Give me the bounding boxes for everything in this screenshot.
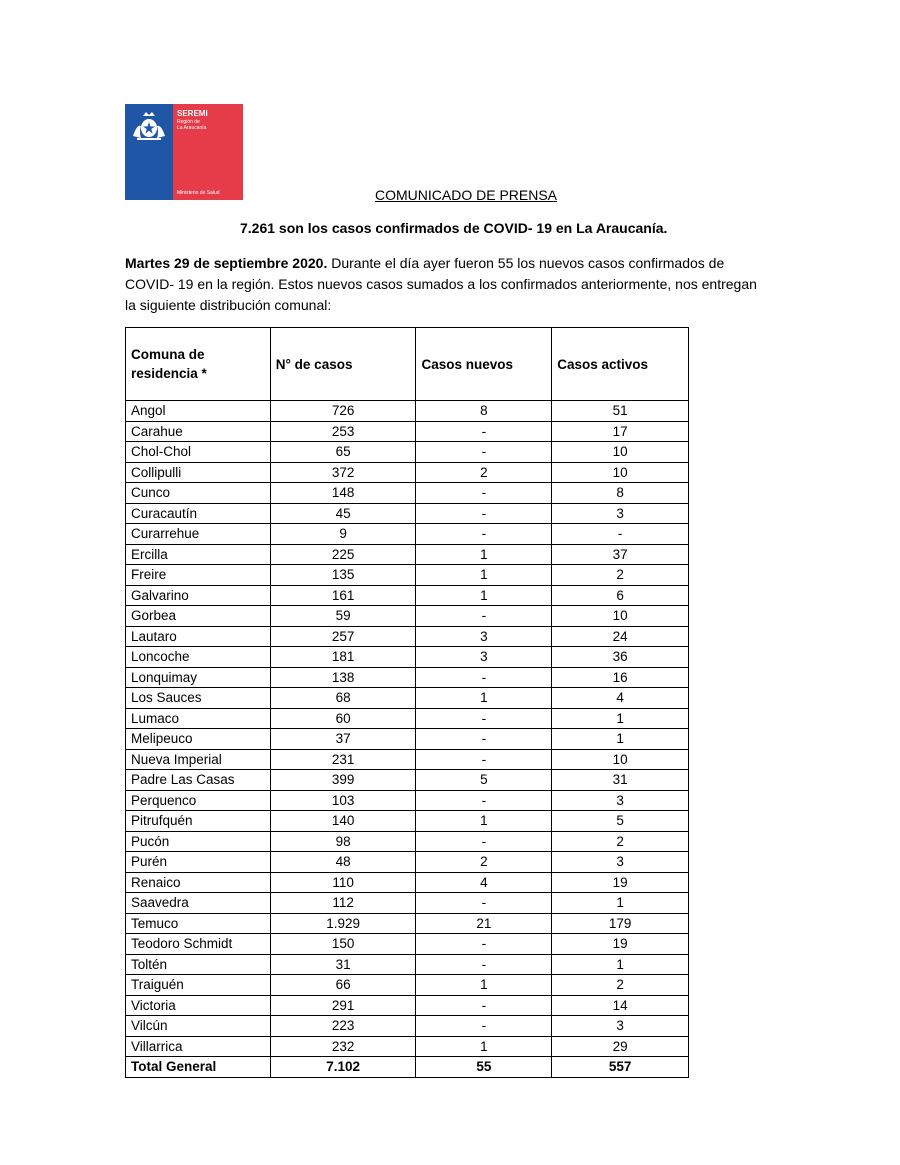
num-cases-cell: 372 bbox=[270, 462, 416, 483]
active-cases-cell: 1 bbox=[552, 893, 689, 914]
table-row bbox=[126, 647, 689, 668]
table-row bbox=[126, 462, 689, 483]
new-cases-cell: - bbox=[416, 503, 552, 524]
comuna-cell: Villarrica bbox=[126, 1036, 271, 1057]
new-cases-cell: - bbox=[416, 934, 552, 955]
new-cases-cell: - bbox=[416, 893, 552, 914]
comuna-cell: Loncoche bbox=[126, 647, 271, 668]
comuna-cell: Temuco bbox=[126, 913, 271, 934]
num-cases-cell: 140 bbox=[270, 811, 416, 832]
new-cases-cell: - bbox=[416, 524, 552, 545]
active-cases-cell: 37 bbox=[552, 544, 689, 565]
num-cases-cell: 45 bbox=[270, 503, 416, 524]
comuna-cell: Freire bbox=[126, 565, 271, 586]
active-cases-cell: 17 bbox=[552, 421, 689, 442]
new-cases-cell: 1 bbox=[416, 811, 552, 832]
new-cases-cell: - bbox=[416, 729, 552, 750]
active-cases-cell: 557 bbox=[552, 1057, 689, 1078]
comuna-cell: Traiguén bbox=[126, 975, 271, 996]
num-cases-cell: 112 bbox=[270, 893, 416, 914]
total-row bbox=[126, 1057, 689, 1078]
num-cases-cell: 135 bbox=[270, 565, 416, 586]
active-cases-cell: 6 bbox=[552, 585, 689, 606]
press-release-subtitle: 7.261 son los casos confirmados de COVID- 19 en La Araucanía. bbox=[240, 220, 668, 236]
new-cases-cell: 5 bbox=[416, 770, 552, 791]
logo-ministry-text: Ministerio de Salud bbox=[177, 190, 220, 196]
table-row bbox=[126, 1016, 689, 1037]
table-row bbox=[126, 708, 689, 729]
cases-table bbox=[125, 327, 689, 1078]
active-cases-cell: 8 bbox=[552, 483, 689, 504]
active-cases-cell: 31 bbox=[552, 770, 689, 791]
header-comuna: Comuna de residencia * bbox=[126, 328, 271, 401]
comuna-cell: Angol bbox=[126, 401, 271, 422]
comuna-cell: Pitrufquén bbox=[126, 811, 271, 832]
table-row bbox=[126, 811, 689, 832]
new-cases-cell: - bbox=[416, 421, 552, 442]
active-cases-cell: 19 bbox=[552, 934, 689, 955]
num-cases-cell: 60 bbox=[270, 708, 416, 729]
new-cases-cell: 3 bbox=[416, 647, 552, 668]
logo-region-text: Región de La Araucanía bbox=[177, 119, 207, 131]
active-cases-cell: 3 bbox=[552, 790, 689, 811]
active-cases-cell: 1 bbox=[552, 954, 689, 975]
num-cases-cell: 98 bbox=[270, 831, 416, 852]
table-row bbox=[126, 585, 689, 606]
new-cases-cell: 1 bbox=[416, 544, 552, 565]
active-cases-cell: - bbox=[552, 524, 689, 545]
table-row bbox=[126, 421, 689, 442]
comuna-cell: Vilcún bbox=[126, 1016, 271, 1037]
table-row bbox=[126, 1036, 689, 1057]
new-cases-cell: - bbox=[416, 749, 552, 770]
active-cases-cell: 29 bbox=[552, 1036, 689, 1057]
table-row bbox=[126, 831, 689, 852]
comuna-cell: Galvarino bbox=[126, 585, 271, 606]
table-row bbox=[126, 565, 689, 586]
num-cases-cell: 257 bbox=[270, 626, 416, 647]
comuna-cell: Renaico bbox=[126, 872, 271, 893]
comuna-cell: Teodoro Schmidt bbox=[126, 934, 271, 955]
new-cases-cell: - bbox=[416, 606, 552, 627]
table-row bbox=[126, 544, 689, 565]
comuna-cell: Lautaro bbox=[126, 626, 271, 647]
new-cases-cell: - bbox=[416, 995, 552, 1016]
new-cases-cell: 1 bbox=[416, 975, 552, 996]
header-new-cases: Casos nuevos bbox=[416, 328, 552, 401]
press-release-heading: COMUNICADO DE PRENSA bbox=[375, 187, 558, 203]
comuna-cell: Ercilla bbox=[126, 544, 271, 565]
active-cases-cell: 3 bbox=[552, 852, 689, 873]
comuna-cell: Pucón bbox=[126, 831, 271, 852]
active-cases-cell: 4 bbox=[552, 688, 689, 709]
num-cases-cell: 223 bbox=[270, 1016, 416, 1037]
num-cases-cell: 110 bbox=[270, 872, 416, 893]
active-cases-cell: 2 bbox=[552, 565, 689, 586]
header-num-cases: N° de casos bbox=[270, 328, 416, 401]
table-row bbox=[126, 852, 689, 873]
num-cases-cell: 232 bbox=[270, 1036, 416, 1057]
comuna-cell: Purén bbox=[126, 852, 271, 873]
release-date: Martes 29 de septiembre 2020. bbox=[125, 255, 328, 271]
header-active-cases: Casos activos bbox=[552, 328, 689, 401]
num-cases-cell: 59 bbox=[270, 606, 416, 627]
comuna-cell: Curarrehue bbox=[126, 524, 271, 545]
new-cases-cell: - bbox=[416, 1016, 552, 1037]
table-row bbox=[126, 524, 689, 545]
table-row bbox=[126, 954, 689, 975]
comuna-cell: Victoria bbox=[126, 995, 271, 1016]
seremi-logo bbox=[125, 104, 243, 200]
comuna-cell: Perquenco bbox=[126, 790, 271, 811]
new-cases-cell: 8 bbox=[416, 401, 552, 422]
new-cases-cell: - bbox=[416, 954, 552, 975]
comuna-cell: Padre Las Casas bbox=[126, 770, 271, 791]
table-row bbox=[126, 893, 689, 914]
num-cases-cell: 37 bbox=[270, 729, 416, 750]
comuna-cell: Cunco bbox=[126, 483, 271, 504]
active-cases-cell: 5 bbox=[552, 811, 689, 832]
new-cases-cell: 3 bbox=[416, 626, 552, 647]
num-cases-cell: 9 bbox=[270, 524, 416, 545]
active-cases-cell: 24 bbox=[552, 626, 689, 647]
num-cases-cell: 65 bbox=[270, 442, 416, 463]
table-header-row bbox=[126, 328, 689, 401]
num-cases-cell: 138 bbox=[270, 667, 416, 688]
num-cases-cell: 161 bbox=[270, 585, 416, 606]
table-row bbox=[126, 606, 689, 627]
num-cases-cell: 66 bbox=[270, 975, 416, 996]
num-cases-cell: 150 bbox=[270, 934, 416, 955]
table-row bbox=[126, 913, 689, 934]
comuna-cell: Gorbea bbox=[126, 606, 271, 627]
intro-paragraph bbox=[125, 253, 765, 316]
intro-body: Durante el día ayer fueron 55 los nuevos casos confirmados de COVID- 19 en la región. Estos nuevos casos sumados a los confirmados anteriormente, nos entregan la siguiente distribución comunal: bbox=[125, 255, 757, 313]
comuna-cell: Los Sauces bbox=[126, 688, 271, 709]
new-cases-cell: 2 bbox=[416, 852, 552, 873]
num-cases-cell: 68 bbox=[270, 688, 416, 709]
table-row bbox=[126, 688, 689, 709]
new-cases-cell: 21 bbox=[416, 913, 552, 934]
new-cases-cell: 1 bbox=[416, 688, 552, 709]
active-cases-cell: 10 bbox=[552, 462, 689, 483]
table-row bbox=[126, 872, 689, 893]
new-cases-cell: - bbox=[416, 831, 552, 852]
active-cases-cell: 3 bbox=[552, 503, 689, 524]
table-row bbox=[126, 626, 689, 647]
new-cases-cell: 4 bbox=[416, 872, 552, 893]
active-cases-cell: 10 bbox=[552, 606, 689, 627]
num-cases-cell: 291 bbox=[270, 995, 416, 1016]
num-cases-cell: 1.929 bbox=[270, 913, 416, 934]
table-row bbox=[126, 975, 689, 996]
active-cases-cell: 2 bbox=[552, 975, 689, 996]
table-row bbox=[126, 770, 689, 791]
new-cases-cell: - bbox=[416, 483, 552, 504]
num-cases-cell: 31 bbox=[270, 954, 416, 975]
table-row bbox=[126, 442, 689, 463]
num-cases-cell: 148 bbox=[270, 483, 416, 504]
new-cases-cell: 1 bbox=[416, 565, 552, 586]
comuna-cell: Curacautín bbox=[126, 503, 271, 524]
coat-of-arms-icon bbox=[129, 108, 169, 142]
table-row bbox=[126, 790, 689, 811]
new-cases-cell: 55 bbox=[416, 1057, 552, 1078]
comuna-cell: Lonquimay bbox=[126, 667, 271, 688]
comuna-cell: Saavedra bbox=[126, 893, 271, 914]
active-cases-cell: 36 bbox=[552, 647, 689, 668]
new-cases-cell: - bbox=[416, 442, 552, 463]
active-cases-cell: 51 bbox=[552, 401, 689, 422]
new-cases-cell: - bbox=[416, 667, 552, 688]
num-cases-cell: 726 bbox=[270, 401, 416, 422]
active-cases-cell: 1 bbox=[552, 708, 689, 729]
new-cases-cell: 1 bbox=[416, 1036, 552, 1057]
num-cases-cell: 231 bbox=[270, 749, 416, 770]
logo-red-panel bbox=[173, 104, 243, 200]
comuna-cell: Chol-Chol bbox=[126, 442, 271, 463]
num-cases-cell: 48 bbox=[270, 852, 416, 873]
table-row bbox=[126, 483, 689, 504]
table-row bbox=[126, 995, 689, 1016]
active-cases-cell: 14 bbox=[552, 995, 689, 1016]
new-cases-cell: 1 bbox=[416, 585, 552, 606]
comuna-cell: Melipeuco bbox=[126, 729, 271, 750]
active-cases-cell: 19 bbox=[552, 872, 689, 893]
active-cases-cell: 16 bbox=[552, 667, 689, 688]
active-cases-cell: 2 bbox=[552, 831, 689, 852]
num-cases-cell: 253 bbox=[270, 421, 416, 442]
new-cases-cell: 2 bbox=[416, 462, 552, 483]
new-cases-cell: - bbox=[416, 790, 552, 811]
table-row bbox=[126, 401, 689, 422]
comuna-cell: Toltén bbox=[126, 954, 271, 975]
logo-seremi-text: SEREMI bbox=[177, 109, 208, 118]
num-cases-cell: 225 bbox=[270, 544, 416, 565]
num-cases-cell: 399 bbox=[270, 770, 416, 791]
comuna-cell: Nueva Imperial bbox=[126, 749, 271, 770]
table-row bbox=[126, 667, 689, 688]
table-row bbox=[126, 729, 689, 750]
logo-blue-panel bbox=[125, 104, 173, 200]
comuna-cell: Carahue bbox=[126, 421, 271, 442]
num-cases-cell: 7.102 bbox=[270, 1057, 416, 1078]
num-cases-cell: 103 bbox=[270, 790, 416, 811]
active-cases-cell: 10 bbox=[552, 749, 689, 770]
table-row bbox=[126, 503, 689, 524]
comuna-cell: Total General bbox=[126, 1057, 271, 1078]
table-row bbox=[126, 934, 689, 955]
new-cases-cell: - bbox=[416, 708, 552, 729]
active-cases-cell: 1 bbox=[552, 729, 689, 750]
num-cases-cell: 181 bbox=[270, 647, 416, 668]
active-cases-cell: 3 bbox=[552, 1016, 689, 1037]
comuna-cell: Lumaco bbox=[126, 708, 271, 729]
comuna-cell: Collipulli bbox=[126, 462, 271, 483]
active-cases-cell: 179 bbox=[552, 913, 689, 934]
table-row bbox=[126, 749, 689, 770]
active-cases-cell: 10 bbox=[552, 442, 689, 463]
